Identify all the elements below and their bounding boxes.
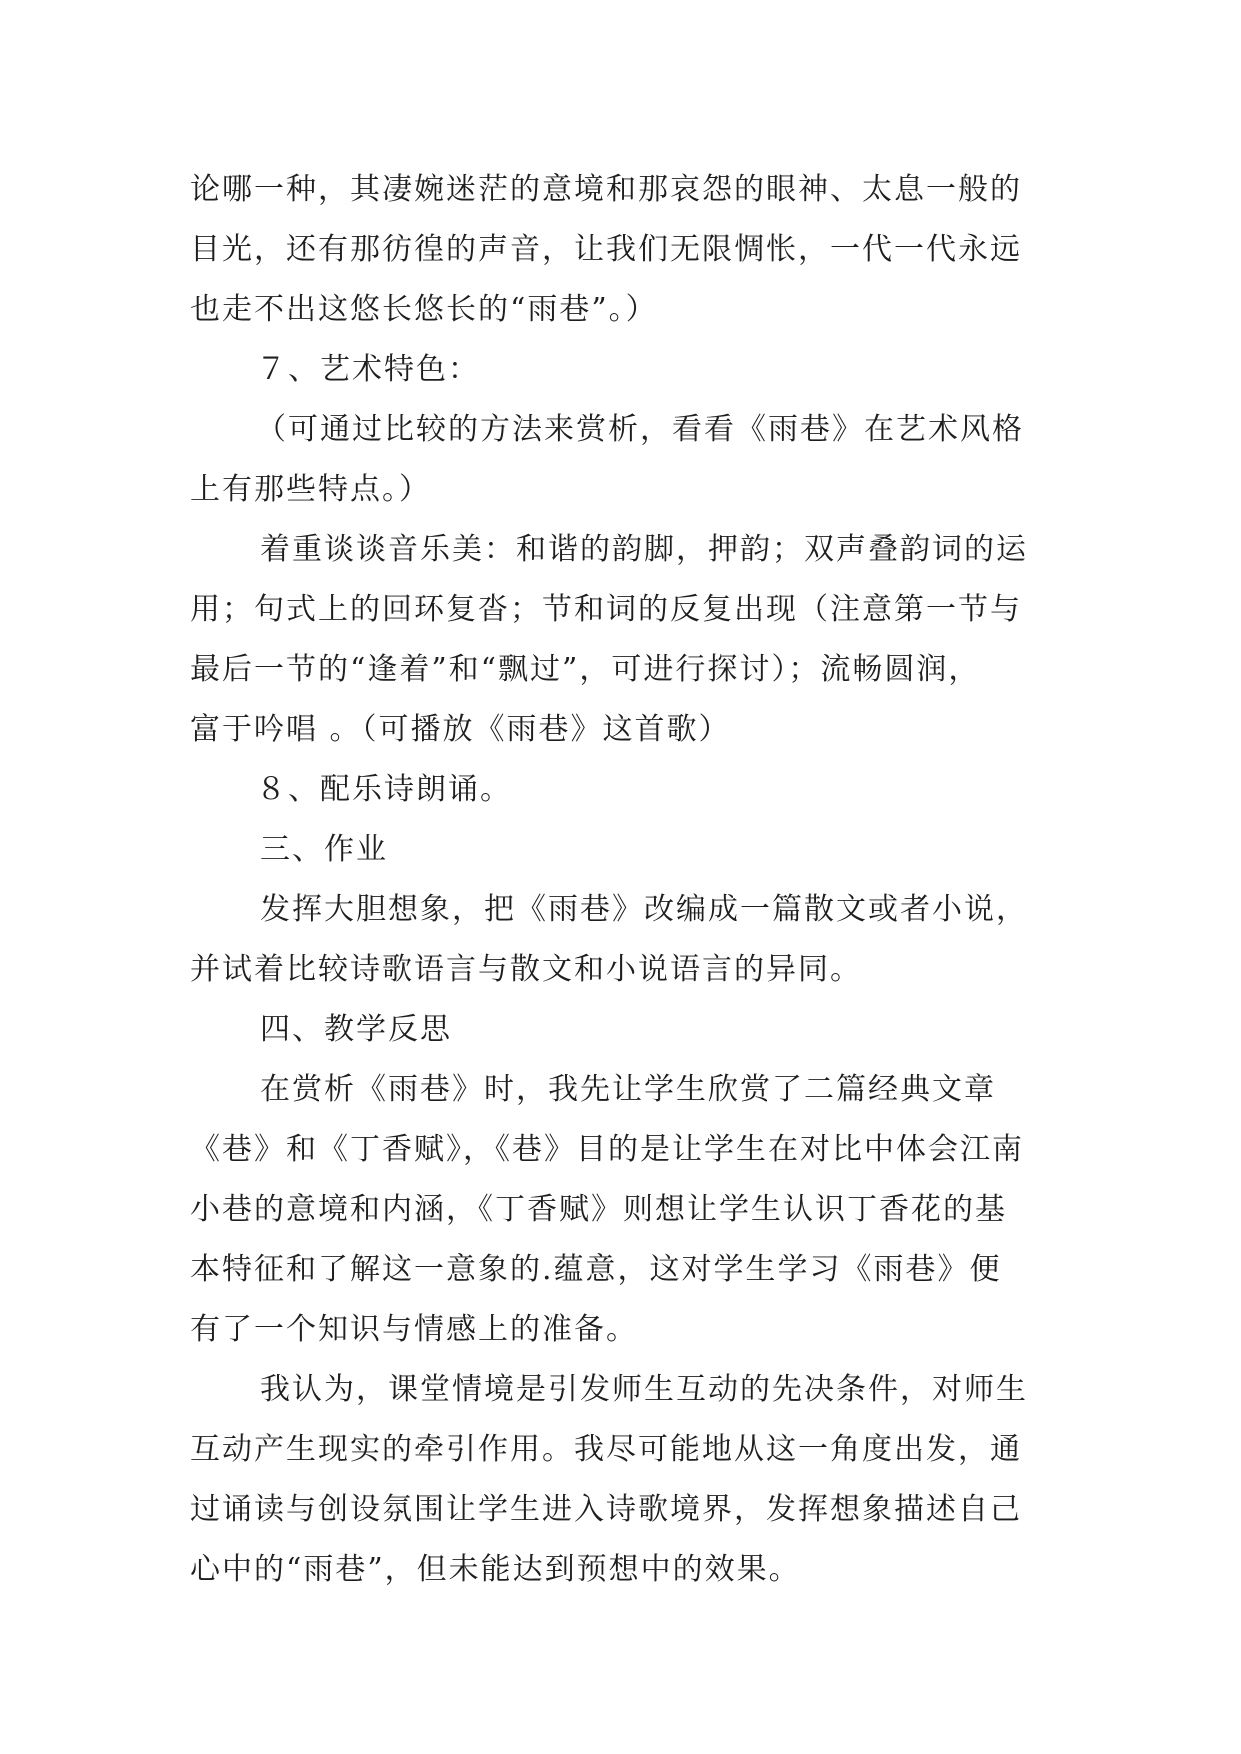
text-line-20: 有了一个知识与情感上的准备。 [190,1312,638,1347]
text-line-16: 在赏析《雨巷》时，我先让学生欣赏了二篇经典文章 [260,1072,996,1107]
text-line-19: 本特征和了解这一意象的.蕴意，这对学生学习《雨巷》便 [190,1252,1002,1287]
text-line-10: 富于吟唱 。（可播放《雨巷》这首歌） [190,712,731,747]
section-heading-recitation: ８、配乐诗朗诵。 [256,772,512,807]
section-heading-reflection: 四、教学反思 [260,1012,452,1047]
text-line-14: 并试着比较诗歌语言与散文和小说语言的异同。 [190,952,862,987]
text-line-18: 小巷的意境和内涵，《丁香赋》则想让学生认识丁香花的基 [190,1192,1007,1227]
text-line-8: 用；句式上的回环复沓；节和词的反复出现（注意第一节与 [190,592,1022,627]
text-line-3: 也走不出这悠长悠长的“雨巷”。） [190,292,658,327]
text-line-1: 论哪一种，其凄婉迷茫的意境和那哀怨的眼神、太息一般的 [190,172,1022,207]
section-heading-art-features: ７、艺术特色： [256,352,480,387]
text-line-21: 我认为，课堂情境是引发师生互动的先决条件，对师生 [260,1372,1028,1407]
text-line-23: 过诵读与创设氛围让学生进入诗歌境界，发挥想象描述自己 [190,1492,1022,1527]
text-line-9: 最后一节的“逢着”和“飘过”，可进行探讨）；流畅圆润， [190,652,981,687]
text-line-7: 着重谈谈音乐美：和谐的韵脚，押韵；双声叠韵词的运 [260,532,1028,567]
text-line-6: 上有那些特点。） [190,472,431,507]
document-body [190,160,1050,1600]
text-line-22: 互动产生现实的牵引作用。我尽可能地从这一角度出发，通 [190,1432,1022,1467]
text-line-13: 发挥大胆想象，把《雨巷》改编成一篇散文或者小说， [260,892,1028,927]
section-heading-homework: 三、作业 [260,832,388,867]
text-line-24: 心中的“雨巷”，但未能达到预想中的效果。 [190,1552,801,1587]
text-line-5: （可通过比较的方法来赏析，看看《雨巷》在艺术风格 [256,412,1024,447]
text-line-2: 目光，还有那彷徨的声音，让我们无限惆怅，一代一代永远 [190,232,1022,267]
text-line-17: 《巷》和《丁香赋》，《巷》目的是让学生在对比中体会江南 [190,1132,1024,1167]
